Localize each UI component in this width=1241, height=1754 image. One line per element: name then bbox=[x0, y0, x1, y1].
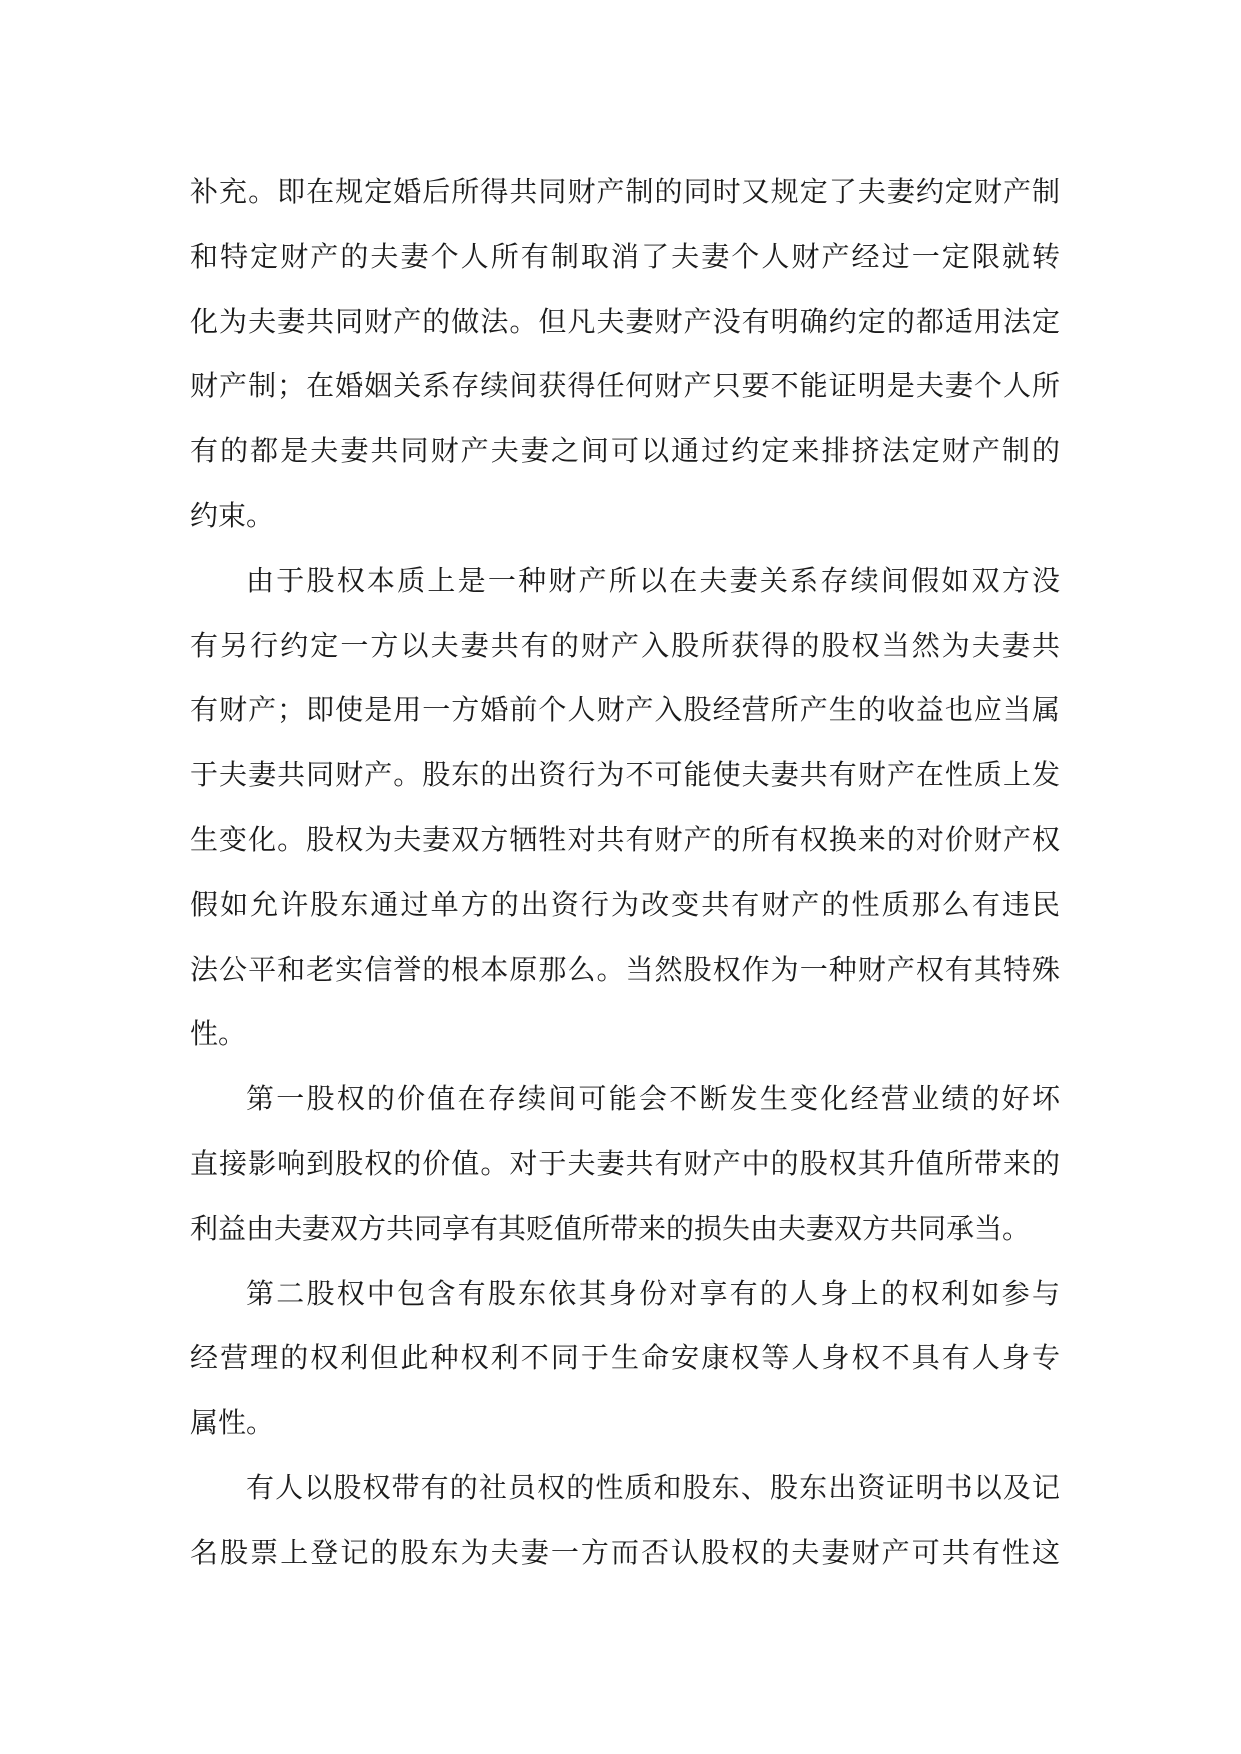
text-line: 和特定财产的夫妻个人所有制取消了夫妻个人财产经过一定限就转 bbox=[190, 239, 1060, 273]
text-line: 约束。 bbox=[190, 498, 275, 532]
text-line: 假如允许股东通过单方的出资行为改变共有财产的性质那么有违民 bbox=[190, 887, 1060, 921]
text-line: 由于股权本质上是一种财产所以在夫妻关系存续间假如双方没 bbox=[246, 563, 1060, 597]
text-line: 性。 bbox=[190, 1017, 247, 1051]
document-body bbox=[190, 160, 1060, 1586]
text-line: 化为夫妻共同财产的做法。但凡夫妻财产没有明确约定的都适用法定 bbox=[190, 304, 1060, 338]
text-line: 属性。 bbox=[190, 1406, 275, 1440]
text-line: 有的都是夫妻共同财产夫妻之间可以通过约定来排挤法定财产制的 bbox=[190, 434, 1060, 468]
text-line: 第一股权的价值在存续间可能会不断发生变化经营业绩的好坏 bbox=[246, 1082, 1060, 1116]
text-line: 经营理的权利但此种权利不同于生命安康权等人身权不具有人身专 bbox=[190, 1341, 1060, 1375]
text-line: 法公平和老实信誉的根本原那么。当然股权作为一种财产权有其特殊 bbox=[190, 952, 1060, 986]
text-line: 有另行约定一方以夫妻共有的财产入股所获得的股权当然为夫妻共 bbox=[190, 628, 1060, 662]
text-line: 生变化。股权为夫妻双方牺牲对共有财产的所有权换来的对价财产权 bbox=[190, 822, 1060, 856]
text-line: 利益由夫妻双方共同享有其贬值所带来的损失由夫妻双方共同承当。 bbox=[190, 1211, 1031, 1245]
text-line: 第二股权中包含有股东依其身份对享有的人身上的权利如参与 bbox=[246, 1276, 1060, 1310]
text-line: 于夫妻共同财产。股东的出资行为不可能使夫妻共有财产在性质上发 bbox=[190, 758, 1060, 792]
text-line: 名股票上登记的股东为夫妻一方而否认股权的夫妻财产可共有性这 bbox=[190, 1535, 1060, 1569]
text-line: 财产制；在婚姻关系存续间获得任何财产只要不能证明是夫妻个人所 bbox=[190, 369, 1060, 403]
text-line: 有财产；即使是用一方婚前个人财产入股经营所产生的收益也应当属 bbox=[190, 693, 1060, 727]
text-line: 补充。即在规定婚后所得共同财产制的同时又规定了夫妻约定财产制 bbox=[190, 175, 1060, 208]
text-line: 有人以股权带有的社员权的性质和股东、股东出资证明书以及记 bbox=[246, 1470, 1060, 1504]
text-line: 直接影响到股权的价值。对于夫妻共有财产中的股权其升值所带来的 bbox=[190, 1146, 1060, 1180]
